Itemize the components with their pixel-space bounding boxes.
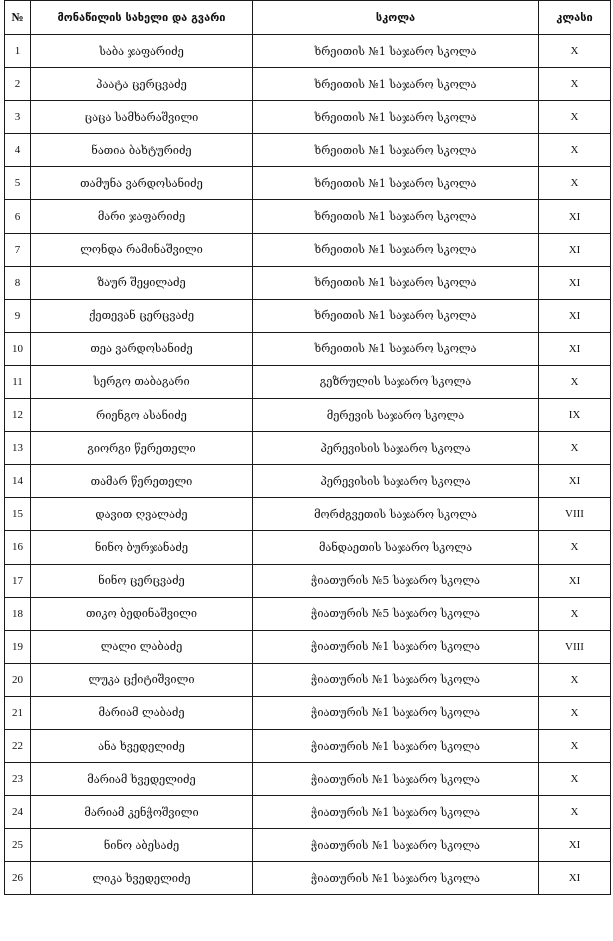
- participant-name-cell: ლუკა ცქიტიშვილი: [31, 663, 253, 696]
- school-cell: ხრეითის №1 საჯარო სკოლა: [253, 167, 539, 200]
- row-number-cell: 20: [5, 663, 31, 696]
- participant-name-cell: პაატა ცერცვაძე: [31, 68, 253, 101]
- grade-cell: X: [539, 531, 611, 564]
- participant-name-cell: ლონდა რამინაშვილი: [31, 233, 253, 266]
- row-number-cell: 13: [5, 432, 31, 465]
- school-cell: ხრეითის №1 საჯარო სკოლა: [253, 299, 539, 332]
- row-number-cell: 15: [5, 498, 31, 531]
- school-cell: მანდაეთის საჯარო სკოლა: [253, 531, 539, 564]
- school-cell: ხრეითის №1 საჯარო სკოლა: [253, 266, 539, 299]
- row-number-cell: 16: [5, 531, 31, 564]
- table-row: [5, 763, 611, 796]
- school-cell: ხრეითის №1 საჯარო სკოლა: [253, 35, 539, 68]
- table-row: [5, 134, 611, 167]
- table-row: [5, 399, 611, 432]
- school-cell: პერევისის საჯარო სკოლა: [253, 465, 539, 498]
- table-row: [5, 465, 611, 498]
- school-cell: ხრეითის №1 საჯარო სკოლა: [253, 134, 539, 167]
- grade-cell: X: [539, 134, 611, 167]
- table-row: [5, 729, 611, 762]
- header-school: სკოლა: [253, 1, 539, 35]
- grade-cell: XI: [539, 332, 611, 365]
- participant-name-cell: ლალი ლაბაძე: [31, 630, 253, 663]
- grade-cell: XI: [539, 829, 611, 862]
- table-row: [5, 68, 611, 101]
- school-cell: ხრეითის №1 საჯარო სკოლა: [253, 332, 539, 365]
- participant-name-cell: დავით ღვალაძე: [31, 498, 253, 531]
- row-number-cell: 25: [5, 829, 31, 862]
- row-number-cell: 18: [5, 597, 31, 630]
- grade-cell: X: [539, 101, 611, 134]
- table-row: [5, 597, 611, 630]
- table-row: [5, 332, 611, 365]
- row-number-cell: 14: [5, 465, 31, 498]
- header-participant-name: მონაწილის სახელი და გვარი: [31, 1, 253, 35]
- school-cell: ჭიათურის №1 საჯარო სკოლა: [253, 729, 539, 762]
- school-cell: მერევის საჯარო სკოლა: [253, 399, 539, 432]
- table-row: [5, 796, 611, 829]
- row-number-cell: 6: [5, 200, 31, 233]
- grade-cell: XI: [539, 266, 611, 299]
- school-cell: ჭიათურის №1 საჯარო სკოლა: [253, 796, 539, 829]
- participant-name-cell: ნინო ბურჯანაძე: [31, 531, 253, 564]
- school-cell: გეზრულის საჯარო სკოლა: [253, 365, 539, 398]
- table-row: [5, 663, 611, 696]
- table-row: [5, 200, 611, 233]
- header-number: №: [5, 1, 31, 35]
- table-row: [5, 498, 611, 531]
- grade-cell: XI: [539, 564, 611, 597]
- participant-name-cell: თიკო ბედინაშვილი: [31, 597, 253, 630]
- table-body: [5, 35, 611, 895]
- school-cell: ხრეითის №1 საჯარო სკოლა: [253, 68, 539, 101]
- participant-name-cell: ნინო ცერცვაძე: [31, 564, 253, 597]
- grade-cell: X: [539, 696, 611, 729]
- grade-cell: X: [539, 68, 611, 101]
- school-cell: ჭიათურის №1 საჯარო სკოლა: [253, 862, 539, 895]
- grade-cell: XI: [539, 299, 611, 332]
- table-row: [5, 266, 611, 299]
- grade-cell: X: [539, 597, 611, 630]
- grade-cell: X: [539, 763, 611, 796]
- table-row: [5, 101, 611, 134]
- grade-cell: XI: [539, 200, 611, 233]
- row-number-cell: 4: [5, 134, 31, 167]
- participant-name-cell: ნათია ბახტურიძე: [31, 134, 253, 167]
- participant-name-cell: მარიამ კენჭოშვილი: [31, 796, 253, 829]
- grade-cell: X: [539, 663, 611, 696]
- participant-name-cell: ქეთევან ცერცვაძე: [31, 299, 253, 332]
- table-row: [5, 829, 611, 862]
- school-cell: მორძგვეთის საჯარო სკოლა: [253, 498, 539, 531]
- participant-name-cell: საბა ჯაფარიძე: [31, 35, 253, 68]
- row-number-cell: 24: [5, 796, 31, 829]
- grade-cell: X: [539, 167, 611, 200]
- table-header: [5, 1, 611, 35]
- grade-cell: XI: [539, 465, 611, 498]
- participant-name-cell: რიენგო ასანიძე: [31, 399, 253, 432]
- grade-cell: X: [539, 729, 611, 762]
- row-number-cell: 17: [5, 564, 31, 597]
- row-number-cell: 19: [5, 630, 31, 663]
- row-number-cell: 10: [5, 332, 31, 365]
- table-row: [5, 35, 611, 68]
- table-row: [5, 531, 611, 564]
- table-row: [5, 432, 611, 465]
- grade-cell: VIII: [539, 498, 611, 531]
- table-row: [5, 862, 611, 895]
- participants-table: [4, 0, 611, 895]
- participant-name-cell: თამუნა ვარდოსანიძე: [31, 167, 253, 200]
- table-row: [5, 630, 611, 663]
- grade-cell: X: [539, 35, 611, 68]
- school-cell: ჭიათურის №5 საჯარო სკოლა: [253, 564, 539, 597]
- table-row: [5, 299, 611, 332]
- school-cell: ჭიათურის №5 საჯარო სკოლა: [253, 597, 539, 630]
- participant-name-cell: ცაცა სამხარაშვილი: [31, 101, 253, 134]
- school-cell: ჭიათურის №1 საჯარო სკოლა: [253, 829, 539, 862]
- header-row: [5, 1, 611, 35]
- participant-name-cell: თეა ვარდოსანიძე: [31, 332, 253, 365]
- school-cell: ხრეითის №1 საჯარო სკოლა: [253, 233, 539, 266]
- grade-cell: VIII: [539, 630, 611, 663]
- school-cell: ხრეითის №1 საჯარო სკოლა: [253, 200, 539, 233]
- grade-cell: IX: [539, 399, 611, 432]
- school-cell: ჭიათურის №1 საჯარო სკოლა: [253, 630, 539, 663]
- table-row: [5, 233, 611, 266]
- participant-name-cell: მარიამ ლაბაძე: [31, 696, 253, 729]
- row-number-cell: 3: [5, 101, 31, 134]
- table-row: [5, 365, 611, 398]
- participant-name-cell: გიორგი წერეთელი: [31, 432, 253, 465]
- row-number-cell: 9: [5, 299, 31, 332]
- grade-cell: X: [539, 796, 611, 829]
- participant-name-cell: ზაურ შეყილაძე: [31, 266, 253, 299]
- row-number-cell: 7: [5, 233, 31, 266]
- participant-name-cell: ნინო აბესაძე: [31, 829, 253, 862]
- row-number-cell: 5: [5, 167, 31, 200]
- row-number-cell: 21: [5, 696, 31, 729]
- participant-name-cell: სერგო თაბაგარი: [31, 365, 253, 398]
- grade-cell: XI: [539, 862, 611, 895]
- school-cell: ჭიათურის №1 საჯარო სკოლა: [253, 663, 539, 696]
- row-number-cell: 1: [5, 35, 31, 68]
- table-row: [5, 564, 611, 597]
- header-grade: კლასი: [539, 1, 611, 35]
- table-row: [5, 696, 611, 729]
- grade-cell: X: [539, 432, 611, 465]
- row-number-cell: 12: [5, 399, 31, 432]
- row-number-cell: 23: [5, 763, 31, 796]
- row-number-cell: 2: [5, 68, 31, 101]
- school-cell: პერევისის საჯარო სკოლა: [253, 432, 539, 465]
- participant-name-cell: ლიკა ხვედელიძე: [31, 862, 253, 895]
- participant-name-cell: მარი ჯაფარიძე: [31, 200, 253, 233]
- row-number-cell: 11: [5, 365, 31, 398]
- row-number-cell: 26: [5, 862, 31, 895]
- grade-cell: X: [539, 365, 611, 398]
- row-number-cell: 8: [5, 266, 31, 299]
- participant-name-cell: მარიამ ხვედელიძე: [31, 763, 253, 796]
- school-cell: ჭიათურის №1 საჯარო სკოლა: [253, 696, 539, 729]
- grade-cell: XI: [539, 233, 611, 266]
- row-number-cell: 22: [5, 729, 31, 762]
- participant-name-cell: თამარ წერეთელი: [31, 465, 253, 498]
- participant-name-cell: ანა ხვედელიძე: [31, 729, 253, 762]
- school-cell: ჭიათურის №1 საჯარო სკოლა: [253, 763, 539, 796]
- school-cell: ხრეითის №1 საჯარო სკოლა: [253, 101, 539, 134]
- table-row: [5, 167, 611, 200]
